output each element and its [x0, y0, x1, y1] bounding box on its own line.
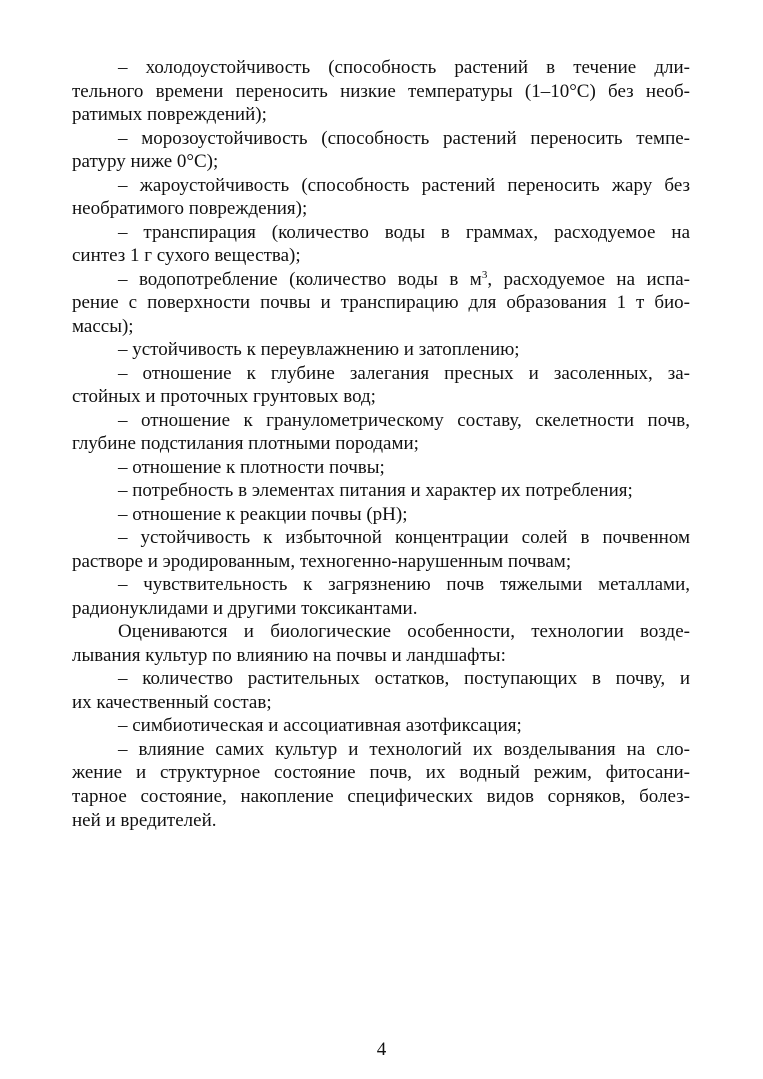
text-line: их качественный состав; [72, 691, 272, 713]
text-line: – жароустойчивость (способность растений переносить жару без [118, 174, 690, 196]
text-line: Оцениваются и биологические особенности, технологии возде- [118, 621, 690, 643]
paragraph [72, 714, 690, 738]
text-line: ратуру ниже 0°С); [72, 151, 219, 173]
text-line: – морозоустойчивость (способность растений переносить темпе- [118, 127, 690, 149]
paragraph [72, 620, 690, 667]
paragraph [72, 221, 690, 268]
text-line: – потребность в элементах питания и характер их потребления; [118, 480, 633, 502]
text-line: – влияние самих культур и технологий их возделывания на сло- [118, 738, 690, 760]
text-line: жение и структурное состояние почв, их водный режим, фитосани- [72, 762, 690, 784]
text-line: синтез 1 г сухого вещества); [72, 245, 301, 267]
text-line: растворе и эродированным, техногенно-нарушенным почвам; [72, 550, 572, 572]
paragraph [72, 526, 690, 573]
paragraph [72, 573, 690, 620]
superscript: 3 [481, 268, 488, 281]
text-line: радионуклидами и другими токсикантами. [72, 597, 418, 619]
text-line: лывания культур по влиянию на почвы и ландшафты: [72, 644, 506, 666]
text-line: – симбиотическая и ассоциативная азотфиксация; [118, 715, 522, 737]
text-line: – чувствительность к загрязнению почв тяжелыми металлами, [118, 574, 690, 596]
text-line: рение с поверхности почвы и транспирацию для образования 1 т био- [72, 292, 690, 314]
text-line: тельного времени переносить низкие температуры (1–10°С) без необ- [72, 80, 690, 102]
text-line: стойных и проточных грунтовых вод; [72, 386, 376, 408]
text-line: – отношение к плотности почвы; [118, 456, 385, 478]
text-line: тарное состояние, накопление специфических видов сорняков, болез- [72, 785, 690, 807]
paragraph [72, 456, 690, 480]
paragraph [72, 479, 690, 503]
paragraph [72, 56, 690, 127]
text-line: глубине подстилания плотными породами; [72, 433, 419, 455]
text-line: массы); [72, 315, 134, 337]
text-line: – холодоустойчивость (способность растений в течение дли- [118, 57, 690, 78]
paragraph [72, 738, 690, 832]
text-line: – устойчивость к избыточной концентрации солей в почвенном [118, 527, 690, 549]
text-line: – устойчивость к переувлажнению и затоплению; [118, 339, 520, 361]
text-line: – отношение к реакции почвы (pH); [118, 503, 408, 525]
text-line: – отношение к гранулометрическому составу, скелетности почв, [118, 409, 690, 431]
text-line: – отношение к глубине залегания пресных и засоленных, за- [118, 362, 690, 384]
page-number: 4 [376, 1039, 387, 1060]
paragraph [72, 268, 690, 339]
text-line: ратимых повреждений); [72, 104, 267, 126]
paragraph [72, 338, 690, 362]
text-segment: – водопотребление (количество воды в м [118, 268, 482, 290]
text-segment: , расходуемое на испа- [487, 268, 690, 290]
text-line: необратимого повреждения); [72, 198, 308, 220]
text-line: – количество растительных остатков, поступающих в почву, и [118, 668, 690, 690]
text-line: ней и вредителей. [72, 809, 217, 831]
paragraph [72, 174, 690, 221]
document-body [72, 56, 690, 832]
paragraph [72, 127, 690, 174]
paragraph [72, 503, 690, 527]
paragraph [72, 362, 690, 409]
text-line: – транспирация (количество воды в граммах, расходуемое на [118, 221, 690, 243]
paragraph [72, 667, 690, 714]
paragraph [72, 409, 690, 456]
text-line [72, 268, 690, 292]
